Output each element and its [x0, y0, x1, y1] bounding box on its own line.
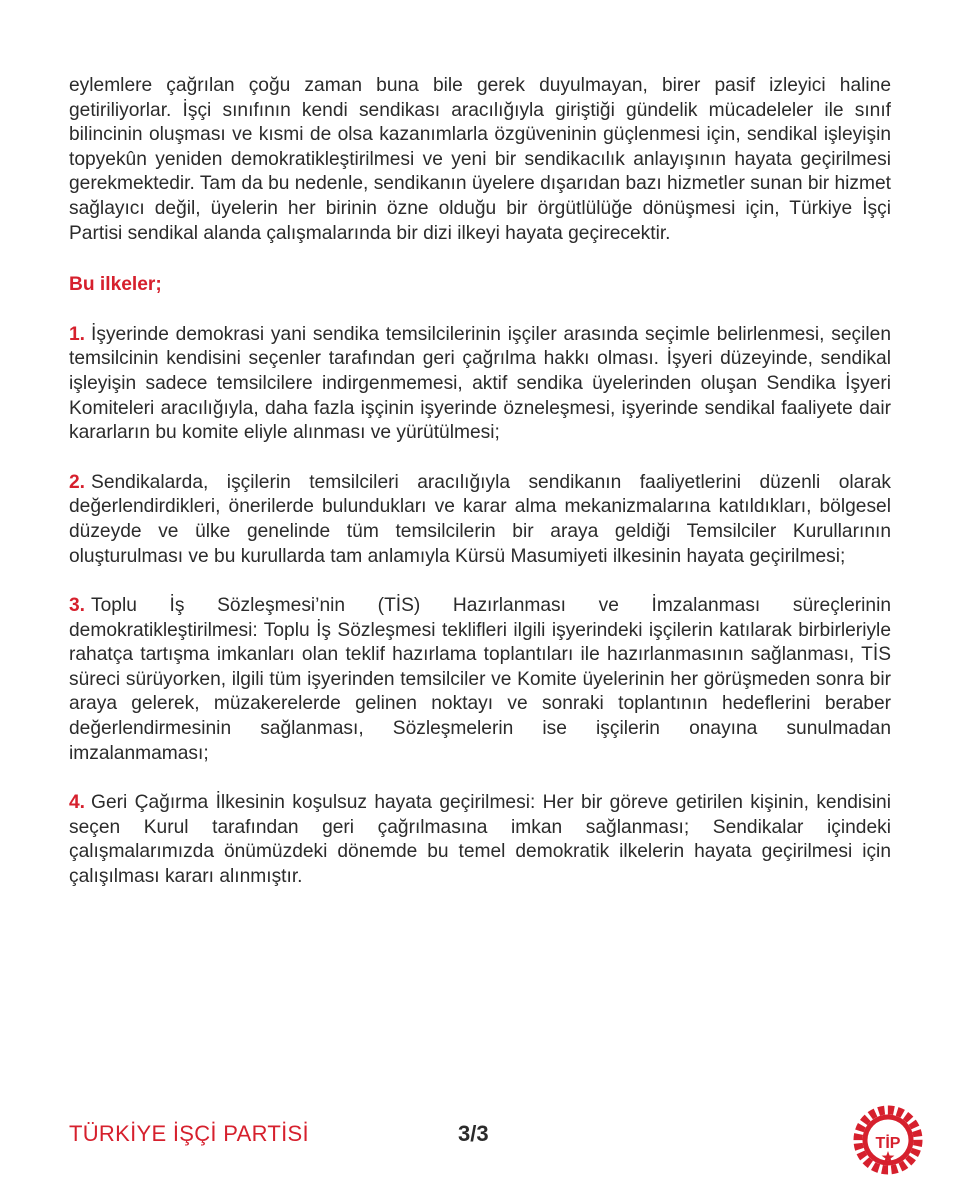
- principles-heading: Bu ilkeler;: [69, 274, 162, 296]
- principle-item: [69, 594, 891, 766]
- principle-number: 4.: [69, 792, 86, 814]
- principle-text: Sendikalarda, işçilerin temsilcileri aracılığıyla sendikanın faaliyetlerini düzenli olarak değerlendirdikleri, önerilerde bulundukları ve karar alma mekanizmalarına katıldıkları, bölgesel düzeyde ve ülke genelinde tüm temsilcilerin bir araya geldiği Temsilciler Kurullarının oluşturulması ve bu kurullarda tam anlamıyla Kürsü Masumiyeti ilkesinin hayata geçirilmesi;: [69, 471, 891, 567]
- principle-number: 3.: [69, 595, 86, 617]
- logo-text: TİP: [875, 1135, 901, 1152]
- principle-item: [69, 323, 891, 446]
- principle-text: Geri Çağırma İlkesinin koşulsuz hayata geçirilmesi: Her bir göreve getirilen kişinin, kendisini seçen Kurul tarafından geri çağrılmasına imkan sağlanması; Sendikalar içindeki çalışmalarımızda önümüzdeki dönemde bu temel demokratik ilkelerin hayata geçirilmesi için çalışılması kararı alınmıştır.: [69, 792, 891, 888]
- page-indicator: 3/3: [458, 1121, 489, 1146]
- footer-party-name: TÜRKİYE İŞÇİ PARTİSİ: [69, 1121, 309, 1146]
- principle-item: [69, 471, 891, 569]
- intro-paragraph: eylemlere çağrılan çoğu zaman buna bile gerek duyulmayan, birer pasif izleyici haline getiriliyorlar. İşçi sınıfının kendi sendikası aracılığıyla giriştiği gündelik mücadeleler ile sınıf bilincinin oluşması ve kısmi de olsa kazanımlarla özgüveninin güçlenmesi için, sendikal işleyişin topyekûn yeniden demokratikleştirilmesi ve yeni bir sendikacılık anlayışının hayata geçirilmesi gerekmektedir. Tam da bu nedenle, sendikanın üyelere dışarıdan bazı hizmetler sunan bir hizmet sağlayıcı değil, üyelerin her birinin özne olduğu bir örgütlülüğe dönüşmesi için, Türkiye İşçi Partisi sendikal alanda çalışmalarında bir dizi ilkeyi hayata geçirecektir.: [69, 75, 891, 244]
- principle-item: [69, 791, 891, 889]
- principle-number: 2.: [69, 471, 86, 493]
- principle-text: Toplu İş Sözleşmesi’nin (TİS) Hazırlanması ve İmzalanması süreçlerinin demokratikleştirilmesi: Toplu İş Sözleşmesi teklifleri ilgili işyerindeki işçilerin katılarak birbirleriyle rahatça tartışma imkanları olan teklif hazırlama toplantıları ile hazırlanmasının sağlanması, TİS süreci sürüyorken, ilgili tüm işyerinden temsilciler ve Komite üyelerinin her görüşmeden sonra bir araya gelerek, müzakerelerde gelinen noktayı ve sonraki toplantının hedeflerini beraber değerlendirmesinin sağlanması, Sözleşmelerin ise işçilerin onayına sunulmadan imzalanmaması;: [69, 595, 891, 764]
- document-body: [69, 74, 891, 915]
- principle-text: İşyerinde demokrasi yani sendika temsilcilerinin işçiler arasında seçimle belirlenmesi, seçilen temsilcinin kendisini seçenler tarafından geri çağrılma hakkı olması. İşyeri düzeyinde, sendikal işleyişin sadece temsilcilere indirgenmemesi, aktif sendika üyelerinden oluşan Sendika İşyeri Komiteleri aracılığıyla, daha fazla işçinin işyerinde özneleşmesi, işyerinde sendikal faaliyete dair kararların bu komite eliyle alınması ve yürütülmesi;: [69, 323, 891, 444]
- principle-number: 1.: [69, 323, 86, 345]
- tip-logo-icon: [849, 1101, 927, 1179]
